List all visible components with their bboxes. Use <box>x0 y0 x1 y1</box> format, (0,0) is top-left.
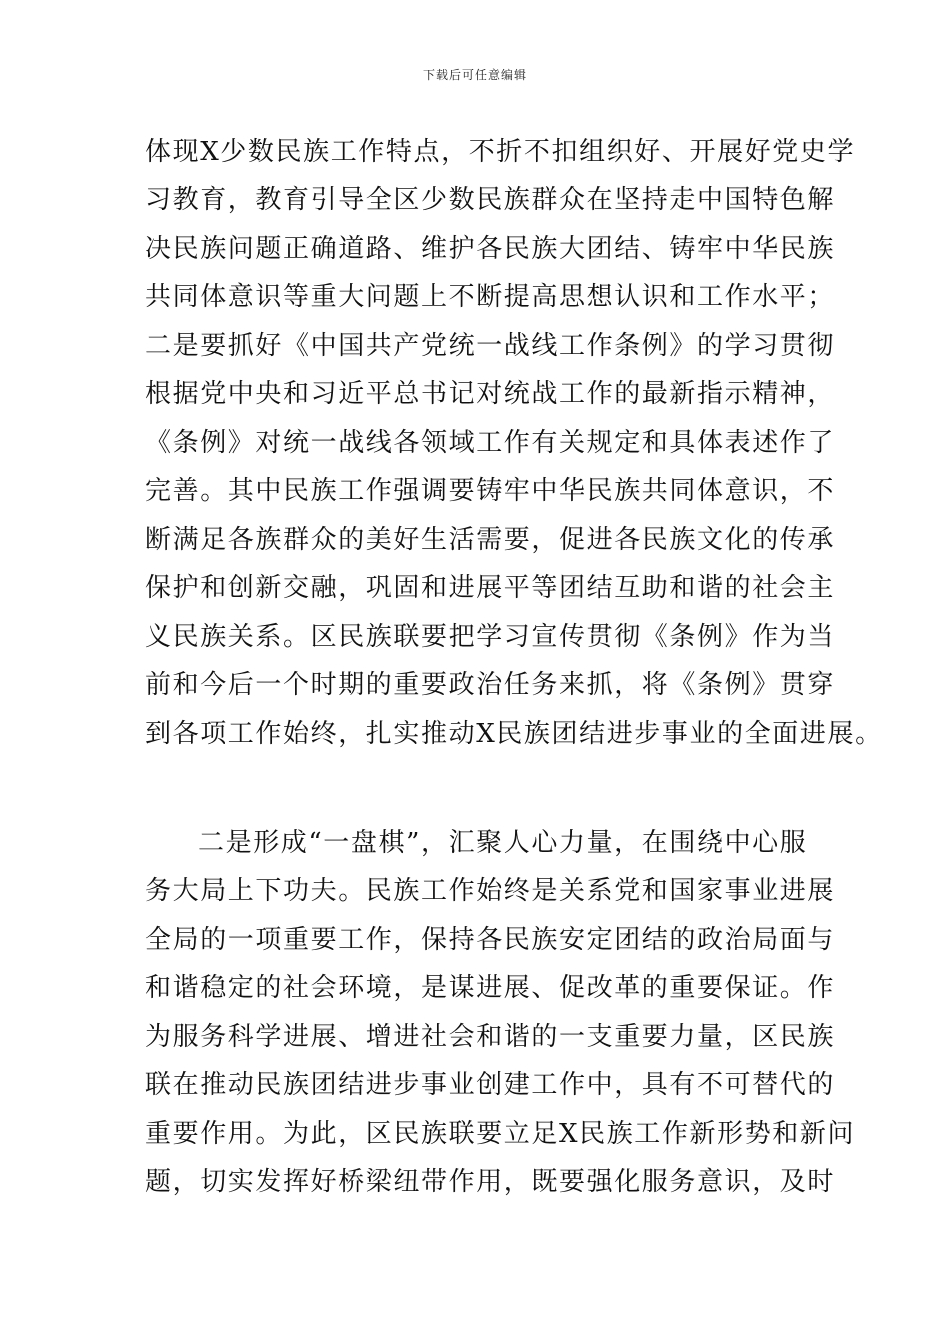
paragraph-1-line-10: 保护和创新交融，巩固和进展平等团结互助和谐的社会主 <box>145 573 836 603</box>
paragraph-2-line-7: 重要作用。为此，区民族联要立足X民族工作新形势和新问 <box>145 1119 856 1149</box>
paragraph-1-line-2: 习教育，教育引导全区少数民族群众在坚持走中国特色解 <box>145 185 836 215</box>
paragraph-2-line-8: 题，切实发挥好桥梁纽带作用，既要强化服务意识，及时 <box>145 1167 836 1197</box>
paragraph-2-line-6: 联在推动民族团结进步事业创建工作中，具有不可替代的 <box>145 1070 836 1100</box>
paragraph-1-line-3: 决民族问题正确道路、维护各民族大团结、铸牢中华民族 <box>145 234 836 264</box>
paragraph-1-line-8: 完善。其中民族工作强调要铸牢中华民族共同体意识，不 <box>145 476 836 506</box>
paragraph-1-line-6: 根据党中央和习近平总书记对统战工作的最新指示精神， <box>145 379 836 409</box>
paragraph-1-line-13: 到各项工作始终，扎实推动X民族团结进步事业的全面进展。 <box>145 719 883 749</box>
paragraph-2-line-1: 二是形成“一盘棋”，汇聚人心力量，在围绕中心服 <box>198 828 808 858</box>
paragraph-1-line-7: 《条例》对统一战线各领域工作有关规定和具体表述作了 <box>145 428 836 458</box>
paragraph-2-line-4: 和谐稳定的社会环境，是谋进展、促改革的重要保证。作 <box>145 973 836 1003</box>
download-note: 下载后可任意编辑 <box>422 68 527 82</box>
paragraph-1-line-4: 共同体意识等重大问题上不断提高思想认识和工作水平； <box>145 282 836 312</box>
paragraph-2-line-5: 为服务科学进展、增进社会和谐的一支重要力量，区民族 <box>145 1022 836 1052</box>
paragraph-1-line-9: 断满足各族群众的美好生活需要，促进各民族文化的传承 <box>145 525 836 555</box>
paragraph-1-line-11: 义民族关系。区民族联要把学习宣传贯彻《条例》作为当 <box>145 622 836 652</box>
paragraph-1-line-5: 二是要抓好《中国共产党统一战线工作条例》的学习贯彻 <box>145 331 836 361</box>
paragraph-1-line-1: 体现X少数民族工作特点，不折不扣组织好、开展好党史学 <box>145 137 856 167</box>
paragraph-2-line-3: 全局的一项重要工作，保持各民族安定团结的政治局面与 <box>145 925 836 955</box>
paragraph-1-line-12: 前和今后一个时期的重要政治任务来抓，将《条例》贯穿 <box>145 670 836 700</box>
paragraph-2-line-2: 务大局上下功夫。民族工作始终是关系党和国家事业进展 <box>145 876 836 906</box>
